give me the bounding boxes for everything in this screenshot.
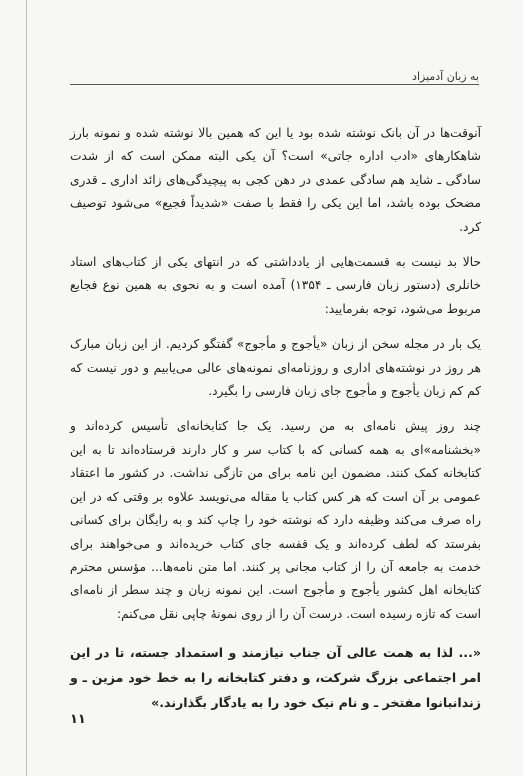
paragraph-2: حالا بد نیست به قسمت‌هایی از یادداشتی که در انتهای یکی از کتاب‌های استاد خانلری (دستور زبان فارسی ـ ۱۳۵۴) آمده است و به نحوی به همین نوع فجایع مربوط می‌شود، توجه بفرمایید: [70, 255, 482, 316]
paragraph-3: یک بار در مجله سخن از زبان «یأجوج و مأجوج» گفتگو کردیم. از این زبان مبارک هر روز در نوشته‌های اداری و روزنامه‌ای نمونه‌های عالی می‌یابیم و دور نیست که کم کم زبان یأجوج و مأجوج جای زبان فارسی را بگیرد. [70, 337, 481, 399]
running-head: به زبان آدمیزاد [412, 70, 479, 83]
paragraph-4: چند روز پیش نامه‌ای به من رسید. یک جا کتابخانه‌ای تأسیس کرده‌اند و «بخشنامه»‌ای به همه کسانی که با کتاب سر و کار دارند فرستاده‌اند تا به این کتابخانه کمک کنند. مضمون این نامه برای من تازگی نداشت. در کشور ما اعتقاد عمومی بر آن است که هر کس کتاب یا مقاله می‌نویسد علاوه بر وقتی که در این راه صرف می‌کند وظیفه دارد که نوشته خود را چاپ کند و به رایگان برای کسانی بفرستد که لطف کرده‌اند و یک قفسه جای کتاب خریده‌اند و می‌خواهند برای خدمت به جامعه آن را از کتاب مجانی پر کنند. اما متن نامه‌ها... مؤسس محترم کتابخانه اهل کشور یأجوج و مأجوج است. این نمونه زبان و چند سطر از نامه‌ای است که تازه رسیده است. درست آن را از روی نمونهٔ چاپی نقل می‌کنم: [70, 419, 481, 621]
page-body [70, 122, 481, 727]
block-quote: «... لذا به همت عالی آن جناب نیازمند و استمداد جسته، تا در این امر اجتماعی بزرگ شرکت، و دفتر کتابخانه را به خط خود مزین ـ و زندانبانوا مفتخر ـ و نام نیک خود را به یادگار بگذارند.» [70, 645, 481, 711]
paragraph-1: آنوقت‌ها در آن بانک نوشته شده بود یا این که همین بالا نوشته شده و نمونه بارز شاهکارهای «ادب اداره جاتی» است؟ آن یکی البته ممکن است که از شدت سادگی ـ شاید هم سادگی عمدی در دهن کجی به پیچیدگی‌های زائد اداری ـ قدری مضحک بوده باشد، اما این یکی را فقط با صفت «شدیداً فجیع» می‌شود توصیف کرد. [70, 126, 481, 234]
page-number: ۱۱ [70, 712, 86, 727]
header-rule [70, 84, 479, 85]
page-edge-shadow [26, 0, 27, 776]
